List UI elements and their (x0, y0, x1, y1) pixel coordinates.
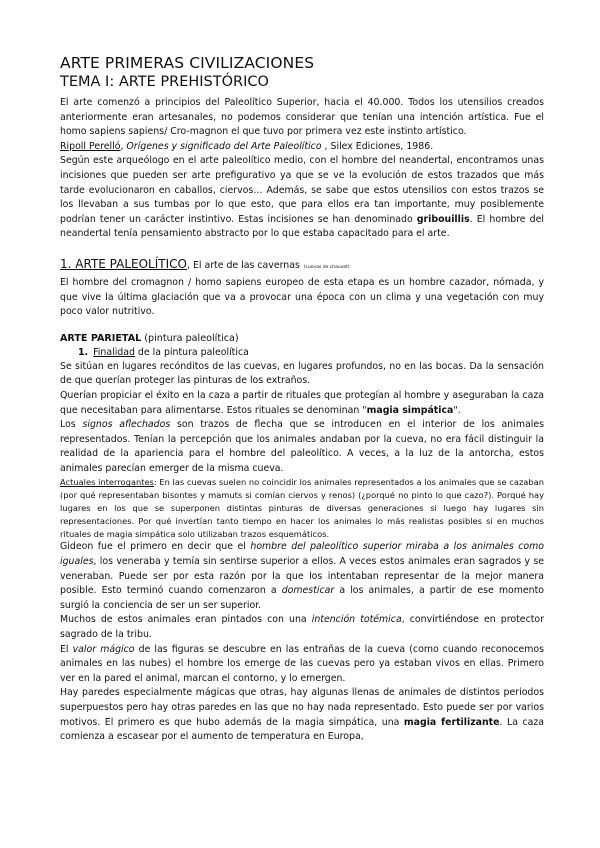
reference-rest: , Silex Ediciones, 1986. (321, 140, 434, 152)
gribouillis-term: gribouillis (416, 213, 470, 225)
paragraph: Querían propiciar el éxito en la caza a partir de rituales que protegían al hombre y aseguraban la caza que necesitaban para alimentarse. Estos rituales se denominan "magia simpática". (60, 389, 544, 416)
paragraph: Los signos aflechados son trazos de flecha que se introducen en el interior de los animales representados. Tenían la percepción que los animales andaban por la cueva, no era fácil distinguir la realidad de la apariencia para el hombre del paleolítico. A veces, a la luz de la antorcha, estos animales parecían emerger de la misma cueva. (60, 419, 544, 474)
intro-paragraph-2: Según este arqueólogo en el arte paleolítico medio, con el hombre del neandertal, encontramos unas incisiones que pueden ser arte prefigurativo ya que se ve la evolución de estos trazados que más tarde evolucionaron en caballos, ciervos… Además, se sabe que estos utensilios con estos trazos se los llevaban a sus tumbas por lo que esto, que para ellos era tan importante, muy posiblemente podrían tener un carácter instintivo. Estas incisiones se han denominado gribouillis. El hombre del neandertal tenía pensamiento abstracto por lo que estaba capacitado para el arte. (60, 155, 545, 240)
subsection-heading: ARTE PARIETAL (pintura paleolítica) (60, 332, 239, 344)
paragraph: Hay paredes especialmente mágicas que otras, hay algunas llenas de animales de distintos periodos superpuestos pero hay otras paredes en las que no hay nada representado. Esto puede ser por varios motivos. El primero es que hubo además de la magia simpática, una magia fertilizante. La caza comienza a escasear por el aumento de temperatura en Europa, (60, 687, 544, 743)
document-title: ARTE PRIMERAS CIVILIZACIONES (60, 54, 315, 72)
note-paragraph: Actuales interrogantes: En las cuevas suelen no coincidir los animales representados a los animales que se cazaban (por qué representaban bisontes y mamuts si comían ciervos y renos) (¿porqué no pinto lo que cazo?). Porqué hay lugares en los que se superponen distintas pinturas de diversas generaciones si luego hay lugares sin representaciones. Por qué invertían tanto tiempo en hacer los animales lo más realistas posibles si en muchos rituales de magia simpática solo utilizaban trazos esquemáticos. (60, 477, 544, 539)
section-subtitle: , El arte de las cavernas (186, 259, 300, 271)
section-paragraph: El hombre del cromagnon / homo sapiens europeo de esta etapa es un hombre cazador, nómada, y que vive la última glaciación que va a provocar una época con un clima y una vegetación con muy poco valor nutritivo. (60, 276, 544, 318)
reference-line: Ripoll Perelló, Orígenes y significado del Arte Paleolítico , Silex Ediciones, 1986. (60, 140, 434, 152)
list-item: 1. Finalidad de la pintura paleolítica (78, 346, 249, 358)
section-heading (60, 256, 544, 276)
section-title: 1. ARTE PALEOLÍTICO (60, 256, 187, 271)
intro-paragraph: El arte comenzó a principios del Paleolítico Superior, hacia el 40.000. Todos los utensilios creados anteriormente eran artesanales, no podemos considerar que tenían una intención artística. Fue el homo sapiens sapiens/ Cro-magnon el que tuvo por primera vez este instinto artístico. (60, 97, 544, 138)
document-page (60, 54, 544, 745)
section-note: (cuevas de chauvet) (303, 264, 350, 270)
document-subtitle: TEMA I: ARTE PREHISTÓRICO (60, 74, 269, 90)
reference-title: Orígenes y significado del Arte Paleolítico (126, 140, 322, 152)
reference-author: Ripoll Perelló (60, 140, 121, 152)
paragraph: Se sitúan en lugares recónditos de las cuevas, en lugares profundos, no en las bocas. Da la sensación de que querían proteger las pinturas de los extraños. (60, 360, 544, 387)
paragraph: Gideon fue el primero en decir que el hombre del paleolítico superior miraba a los animales como iguales, los veneraba y temía sin sentirse superior a ellos. A veces estos animales eran sagrados y se veneraban. Puede ser por esta razón por la que los intentaban representar de la mejor manera posible. Esto terminó cuando comenzaron a domesticar a los animales, a partir de ese momento surgió la conciencia de ser un ser superior. (60, 541, 544, 611)
paragraph: Muchos de estos animales eran pintados con una intención totémica, convirtiéndose en protector sagrado de la tribu. (60, 614, 545, 641)
paragraph: El valor mágico de las figuras se descubre en las entrañas de la cueva (como cuando reconocemos animales en las nubes) el hombre los emerge de las cuevas pero ya estaban vivos en ellas. Primero ver en la pared el animal, marcan el contorno, y lo emergen. (60, 643, 544, 684)
